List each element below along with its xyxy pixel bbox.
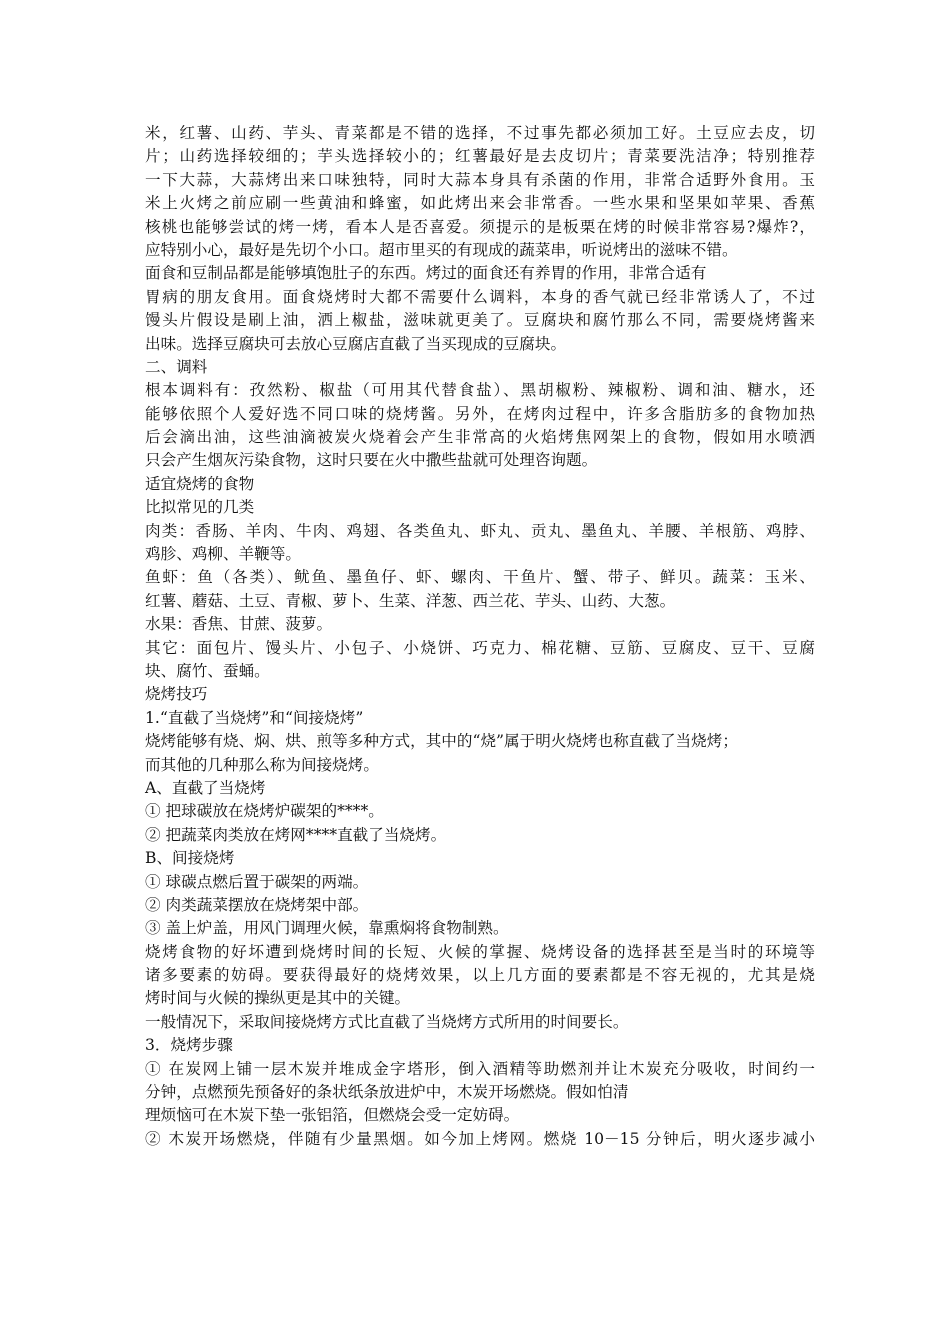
text-line: ① 把球碳放在烧烤炉碳架的****。 [145,802,384,821]
text-line: 后会滴出油，这些油滴被炭火烧着会产生非常高的火焰烤焦网架上的食物，假如用水喷洒 [145,428,815,447]
text-line: 馒头片假设是刷上油，洒上椒盐，滋味就更美了。豆腐块和腐竹那么不同，需要烧烤酱来 [145,311,815,330]
text-line: 二、调料 [145,357,208,376]
text-line: A、直截了当烧烤 [145,778,266,797]
text-line: ② 木炭开场燃烧，伴随有少量黑烟。如今加上烤网。燃烧 10－15 分钟后，明火逐步减小 [145,1129,815,1148]
text-line: ① 球碳点燃后置于碳架的两端。 [145,872,369,891]
text-line: 一下大蒜，大蒜烤出来口味独特，同时大蒜本身具有杀菌的作用，非常合适野外食用。玉 [145,170,815,189]
text-line: 鸡胗、鸡柳、羊鞭等。 [145,545,301,564]
text-line: 根本调料有：孜然粉、椒盐（可用其代替食盐）、黑胡椒粉、辣椒粉、调和油、糖水，还 [145,381,815,400]
text-line: 胃病的朋友食用。面食烧烤时大都不需要什么调料，本身的香气就已经非常诱人了，不过 [145,287,815,306]
text-line: 烧烤食物的好坏遭到烧烤时间的长短、火候的掌握、烧烤设备的选择甚至是当时的环境等 [145,942,815,961]
text-line: 适宜烧烤的食物 [145,474,255,493]
text-line: ③ 盖上炉盖，用风门调理火候，靠熏焖将食物制熟。 [145,919,509,938]
text-line: 面食和豆制品都是能够填饱肚子的东西。烤过的面食还有养胃的作用，非常合适有 [145,264,707,283]
text-line: 核桃也能够尝试的烤一烤，看本人是否喜爱。须提示的是板栗在烤的时候非常容易?爆炸?， [145,217,815,236]
text-line: 红薯、蘑菇、土豆、青椒、萝卜、生菜、洋葱、西兰花、芋头、山药、大葱。 [145,591,676,610]
text-line: ① 在炭网上铺一层木炭并堆成金字塔形，倒入酒精等助燃剂并让木炭充分吸收，时间约一 [145,1059,815,1078]
text-line: 应特别小心，最好是先切个小口。超市里买的有现成的蔬菜串，听说烤出的滋味不错。 [145,240,738,259]
text-line: B、间接烧烤 [145,849,235,868]
text-line: 一般情况下，采取间接烧烤方式比直截了当烧烤方式所用的时间要长。 [145,1012,629,1031]
text-line: 比拟常见的几类 [145,498,255,517]
text-line: 米，红薯、山药、芋头、青菜都是不错的选择，不过事先都必须加工好。土豆应去皮，切 [145,124,815,142]
text-line: 能够依照个人爱好选不同口味的烧烤酱。另外，在烤肉过程中，许多含脂肪多的食物加热 [145,404,815,423]
text-line: ② 把蔬菜肉类放在烤网****直截了当烧烤。 [145,825,447,844]
text-line: ② 肉类蔬菜摆放在烧烤架中部。 [145,895,369,914]
text-line: 3．烧烤步骤 [145,1036,233,1055]
text-line: 片；山药选择较细的；芋头选择较小的；红薯最好是去皮切片；青菜要洗洁净；特别推荐 [145,147,815,166]
text-line: 理烦恼可在木炭下垫一张铝箔，但燃烧会受一定妨碍。 [145,1106,520,1125]
text-line: 分钟，点燃预先预备好的条状纸条放进炉中，木炭开场燃烧。假如怕清 [145,1083,629,1102]
text-line: 其它：面包片、馒头片、小包子、小烧饼、巧克力、棉花糖、豆筋、豆腐皮、豆干、豆腐 [145,638,815,657]
text-line: 鱼虾：鱼（各类）、鱿鱼、墨鱼仔、虾、螺肉、干鱼片、蟹、带子、鲜贝。蔬菜：玉米、 [145,568,815,587]
text-line: 烧烤技巧 [145,685,208,704]
text-line: 出味。选择豆腐块可去放心豆腐店直截了当买现成的豆腐块。 [145,334,567,353]
text-line: 烤时间与火候的操纵更是其中的关键。 [145,989,411,1008]
document-body [145,122,815,1151]
text-line: 烧烤能够有烧、焖、烘、煎等多种方式，其中的“烧”属于明火烧烤也称直截了当烧烤； [145,732,738,751]
text-line: 而其他的几种那么称为间接烧烤。 [145,755,379,774]
text-line: 诸多要素的妨碍。要获得最好的烧烤效果，以上几方面的要素都是不容无视的，尤其是烧 [145,966,815,985]
text-line: 米上火烤之前应刷一些黄油和蜂蜜，如此烤出来会非常香。一些水果和坚果如苹果、香蕉 [145,194,815,213]
text-line: 只会产生烟灰污染食物，这时只要在火中撒些盐就可处理咨询题。 [145,451,598,470]
text-line: 肉类：香肠、羊肉、牛肉、鸡翅、各类鱼丸、虾丸、贡丸、墨鱼丸、羊腰、羊根筋、鸡脖、 [145,521,815,540]
text-line: 水果：香焦、甘蔗、菠萝。 [145,615,333,634]
text-line: 1.“直截了当烧烤”和“间接烧烤” [145,708,364,727]
text-line: 块、腐竹、蚕蛹。 [145,661,270,680]
